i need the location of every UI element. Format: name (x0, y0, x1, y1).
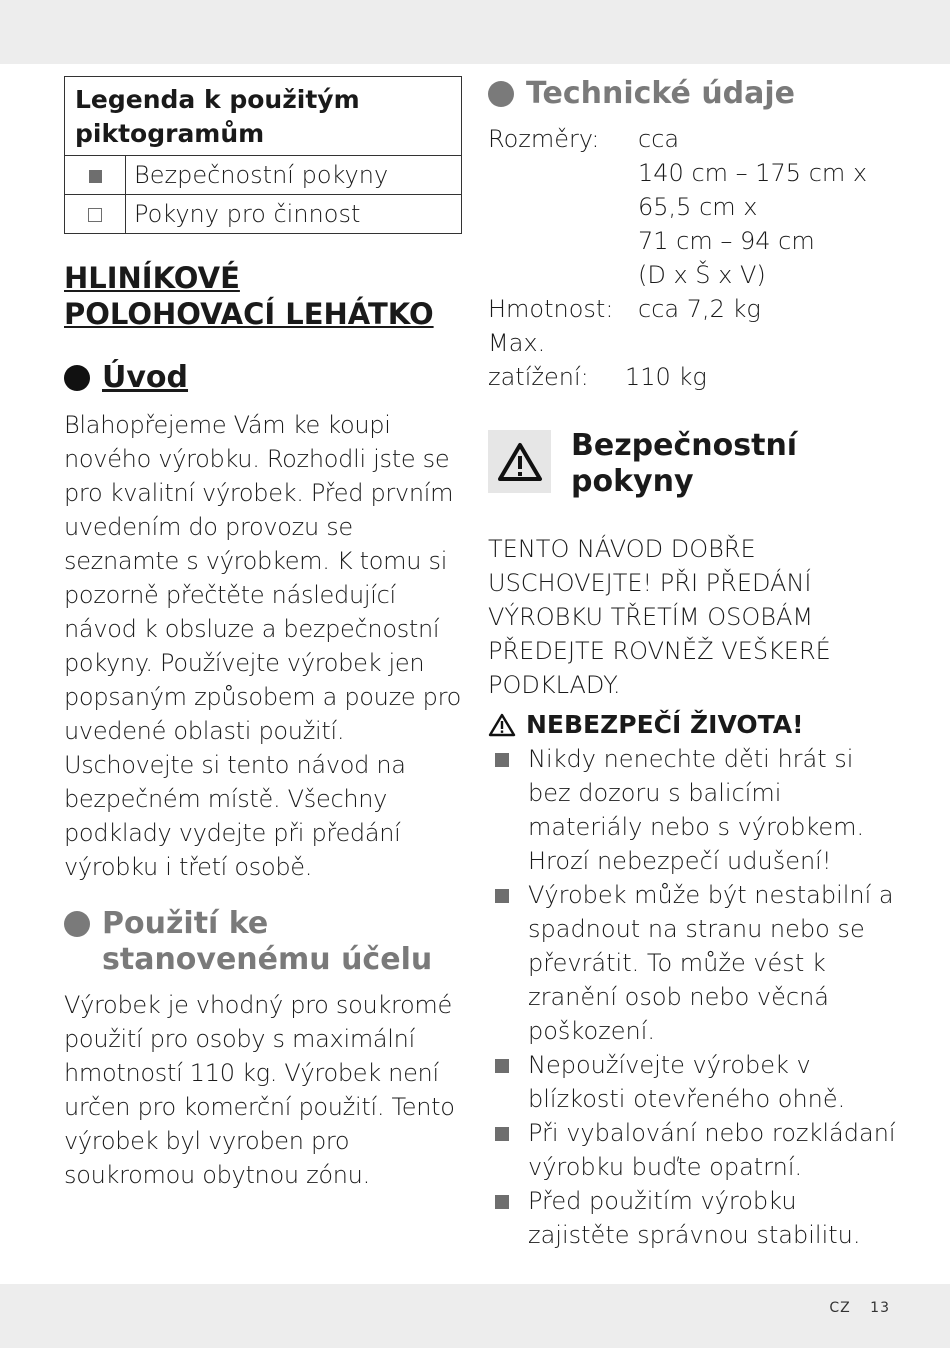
safety-heading: Bezpečnostní pokyny (488, 428, 898, 500)
tech-heading: Technické údaje (488, 76, 898, 112)
list-item: Nikdy nenechte děti hrát si bez dozoru s balicími materiály nebo s výrobkem. Hrozí nebezpečí udušení! (488, 742, 898, 878)
legend-label: Bezpečnostní pokyny (126, 156, 462, 195)
tech-weight: Hmotnost: cca 7,2 kg (488, 295, 761, 323)
left-column (64, 76, 462, 1192)
intro-text: Blahopřejeme Vám ke koupi nového výrobku. Rozhodli jste se pro kvalitní výrobek. Před prvním uvedením do provozu se seznamte s výrobkem. K tomu si pozorně přečtěte následující návod k obsluze a bezpečnostní pokyny. Používejte výrobek jen popsaným způsobem a pouze pro uvedené oblasti použití. Uschovejte si tento návod na bezpečném místě. Všechny podklady vydejte při předání výrobku i třetí osobě. (64, 411, 462, 881)
safety-bullets (488, 742, 898, 1252)
page-number: 13 (870, 1300, 890, 1316)
warning-triangle-small-icon (488, 713, 516, 737)
intro-heading: Úvod (64, 360, 462, 396)
square-bullet-icon (495, 1059, 509, 1073)
tech-table (488, 122, 898, 394)
legend-row (65, 195, 462, 234)
tech-dimensions: Rozměry: cca 140 cm – 175 cm x 65,5 cm x 71 cm – 94 cm (D x Š x V) (488, 125, 868, 289)
tech-load-label: Max. (488, 329, 546, 357)
legend-label: Pokyny pro činnost (126, 195, 462, 234)
bullet-dot-icon (64, 911, 90, 937)
list-item: Nepoužívejte výrobek v blízkosti otevřeného ohně. (488, 1048, 898, 1116)
page-footer (815, 1300, 890, 1316)
product-title: HLINÍKOVÉ POLOHOVACÍ LEHÁTKO (64, 261, 434, 331)
square-bullet-icon (495, 753, 509, 767)
filled-square-icon (89, 170, 102, 183)
empty-square-icon (88, 208, 102, 222)
legend-title: Legenda k použitým piktogramům (65, 77, 462, 156)
list-item: Před použitím výrobku zajistěte správnou stabilitu. (488, 1184, 898, 1252)
list-item: Při vybalování nebo rozkládaní výrobku buďte opatrní. (488, 1116, 898, 1184)
square-bullet-icon (495, 1195, 509, 1209)
legend-row (65, 156, 462, 195)
right-column (488, 76, 898, 1252)
warning-triangle-icon (488, 430, 551, 493)
bullet-dot-icon (64, 365, 90, 391)
footer-lang: CZ (829, 1300, 851, 1316)
safety-caps-text: TENTO NÁVOD DOBŘE USCHOVEJTE! PŘI PŘEDÁNÍ VÝROBKU TŘETÍM OSOBÁM PŘEDEJTE ROVNĚŽ VEŠKERÉ PODKLADY. (488, 535, 831, 699)
square-bullet-icon (495, 1127, 509, 1141)
intended-use-text: Výrobek je vhodný pro soukromé použití pro osoby s maximální hmotností 110 kg. Výrobek není určen pro komerční použití. Tento výrobek byl vyroben pro soukromou obytnou zónu. (64, 991, 455, 1189)
top-bar (0, 0, 950, 64)
danger-heading: NEBEZPEČÍ ŽIVOTA! (488, 708, 898, 742)
square-bullet-icon (495, 889, 509, 903)
bullet-dot-icon (488, 81, 514, 107)
intended-use-heading: Použití ke stanovenému účelu (64, 906, 462, 978)
footer-bar (0, 1284, 950, 1348)
list-item: Výrobek může být nestabilní a spadnout na stranu nebo se převrátit. To může vést k zranění osob nebo věcná poškození. (488, 878, 898, 1048)
tech-load: zatížení: 110 kg (488, 363, 707, 391)
legend-table (64, 76, 462, 234)
